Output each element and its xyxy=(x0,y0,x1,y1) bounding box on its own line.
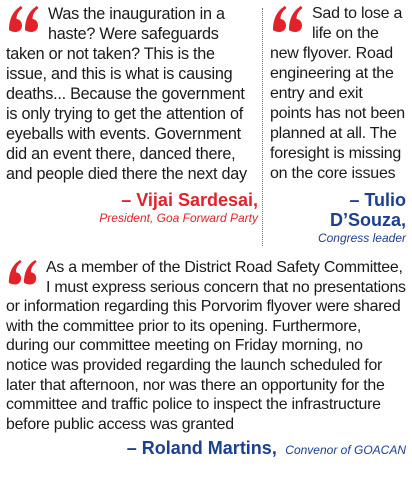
speaker-role: Convenor of GOACAN xyxy=(285,443,406,458)
quote-sardesai xyxy=(6,4,258,226)
speaker-name: – Roland Martins, xyxy=(126,438,277,459)
attribution xyxy=(6,438,406,459)
attribution xyxy=(6,190,258,226)
quote-text: As a member of the District Road Safety Committee, I must express serious concern that no presentations or information regarding this Porvorim flyover were shared with the committee prior to its opening. Furthermore, during our committee meeting on Friday morning, no notice was provided regarding the launch scheduled for later that afternoon, nor was there an opportunity for the committee and traffic police to inspect the infrastructure before public access was granted xyxy=(6,259,406,433)
quote-mark-icon xyxy=(6,4,42,44)
quote-text: Sad to lose a life on the new flyover. Road engineering at the entry and exit points has not been planned at all. The foresight is missing on the core issues xyxy=(270,5,405,182)
quote-mark-icon xyxy=(270,4,306,44)
speaker-name: – Tulio D’Souza, xyxy=(329,190,406,230)
quote-text: Was the inauguration in a haste? Were safeguards taken or not taken? This is the issue, and this is what is causing deaths... Because the government is only trying to get the attention of eyeballs with events. Government did an event there, danced there, and people died there the next day xyxy=(6,5,247,183)
speaker-name: – Vijai Sardesai, xyxy=(121,190,258,210)
quote-dsouza xyxy=(270,4,406,246)
speaker-role: Congress leader xyxy=(317,231,406,245)
quote-mark-icon xyxy=(6,258,40,296)
speaker-role: President, Goa Forward Party xyxy=(99,211,258,225)
attribution xyxy=(270,190,406,246)
column-divider xyxy=(262,8,263,246)
quote-martins xyxy=(6,258,406,459)
